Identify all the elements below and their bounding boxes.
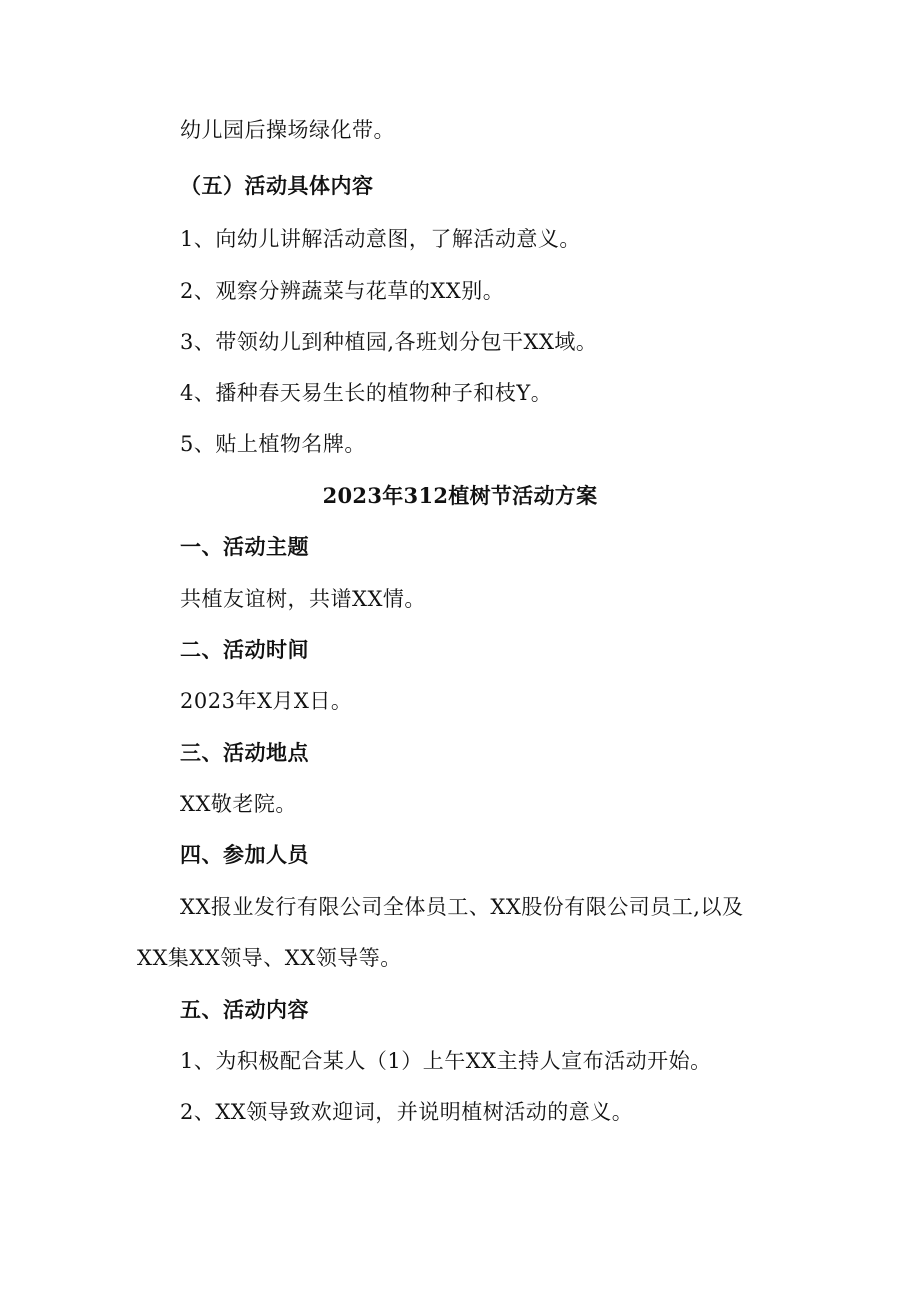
body-text: 共植友谊树，共谱XX情。: [180, 587, 426, 611]
body-text-continuation: XX集XX领导、XX领导等。: [137, 946, 402, 970]
document-title: 2023年312植树节活动方案: [322, 483, 598, 508]
list-item: 1、为积极配合某人（1）上午XX主持人宣布活动开始。: [180, 1049, 712, 1073]
body-text: XX报业发行有限公司全体员工、XX股份有限公司员工,以及: [180, 895, 744, 919]
list-item: 3、带领幼儿到种植园,各班划分包干XX域。: [180, 330, 598, 354]
list-item: 5、贴上植物名牌。: [180, 432, 366, 456]
list-item: 2、XX领导致欢迎词，并说明植树活动的意义。: [180, 1100, 634, 1124]
section-heading: 四、参加人员: [180, 842, 309, 867]
list-item: 1、向幼儿讲解活动意图，了解活动意义。: [180, 227, 581, 251]
section-heading: 二、活动时间: [180, 637, 309, 662]
section-heading: 一、活动主题: [180, 534, 309, 559]
body-text: 幼儿园后操场绿化带。: [180, 118, 395, 142]
section-heading: 五、活动内容: [180, 997, 309, 1022]
section-heading: （五）活动具体内容: [180, 173, 374, 198]
section-heading: 三、活动地点: [180, 740, 309, 765]
body-text: XX敬老院。: [180, 792, 297, 816]
list-item: 2、观察分辨蔬菜与花草的XX别。: [180, 279, 505, 303]
body-text: 2023年X月X日。: [180, 689, 353, 713]
list-item: 4、播种春天易生长的植物种子和枝Y。: [180, 381, 553, 405]
